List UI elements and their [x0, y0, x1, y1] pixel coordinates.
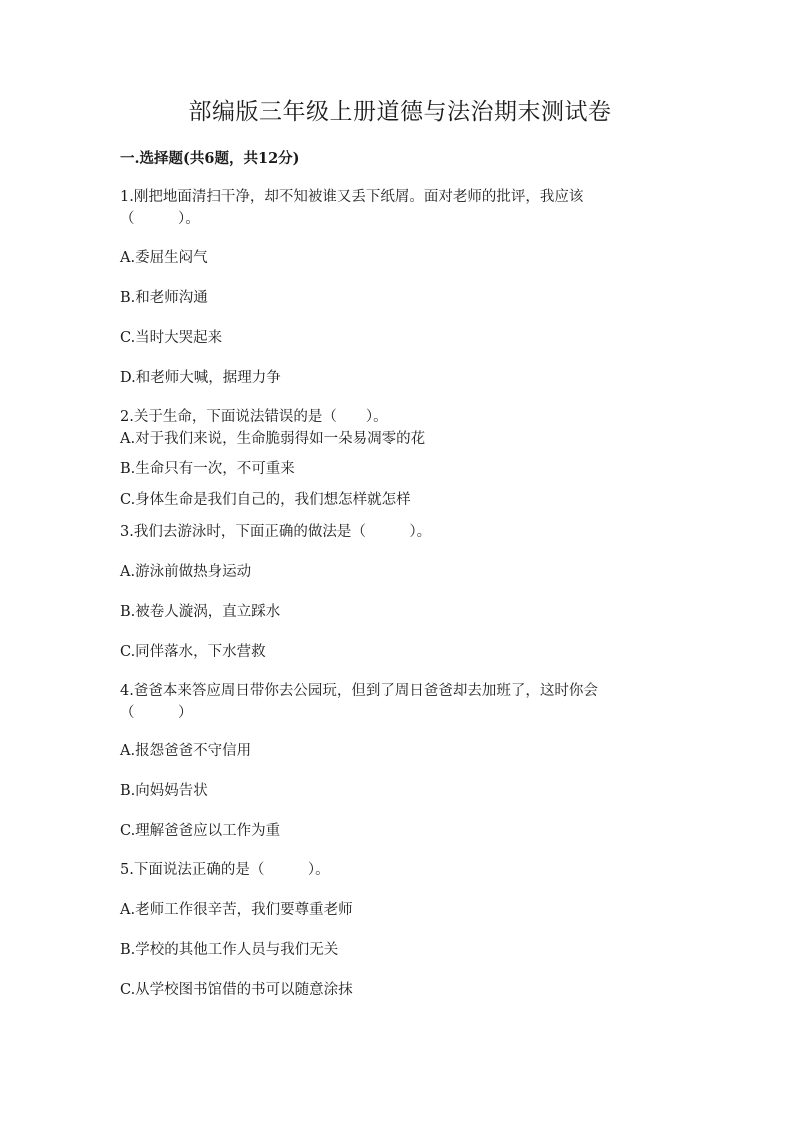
question-4-option-b: B.向妈妈告状	[120, 783, 208, 799]
question-2-option-b: B.生命只有一次，不可重来	[120, 461, 295, 477]
question-1-option-b: B.和老师沟通	[120, 290, 208, 306]
question-1-option-c: C.当时大哭起来	[120, 330, 223, 346]
question-3-option-c: C.同伴落水，下水营救	[120, 644, 266, 660]
question-1-option-a: A.委屈生闷气	[120, 250, 208, 266]
question-4-stem: 4.爸爸本来答应周日带你去公园玩，但到了周日爸爸却去加班了，这时你会	[120, 683, 598, 699]
question-3-stem: 3.我们去游泳时，下面正确的做法是（ ）。	[120, 524, 432, 540]
question-1-stem-continued: （ ）。	[120, 211, 200, 227]
question-2-option-c: C.身体生命是我们自己的，我们想怎样就怎样	[120, 492, 411, 508]
question-2-stem: 2.关于生命，下面说法错误的是（ ）。	[120, 409, 388, 425]
question-4-stem-continued: （ ）	[120, 705, 193, 721]
question-1-stem: 1.刚把地面清扫干净，却不知被谁又丢下纸屑。面对老师的批评，我应该	[120, 189, 584, 205]
question-5-stem: 5.下面说法正确的是（ ）。	[120, 862, 330, 878]
question-5-option-a: A.老师工作很辛苦，我们要尊重老师	[120, 902, 353, 918]
question-1-option-d: D.和老师大喊，据理力争	[120, 370, 281, 386]
question-3-option-a: A.游泳前做热身运动	[120, 564, 252, 580]
question-4-option-c: C.理解爸爸应以工作为重	[120, 823, 281, 839]
question-5-option-b: B.学校的其他工作人员与我们无关	[120, 942, 339, 958]
section-heading: 一.选择题(共6题，共12分)	[120, 150, 300, 167]
question-3-option-b: B.被卷人漩涡，直立踩水	[120, 604, 281, 620]
question-4-option-a: A.报怨爸爸不守信用	[120, 743, 252, 759]
question-2-option-a: A.对于我们来说，生命脆弱得如一朵易凋零的花	[120, 431, 426, 447]
question-5-option-c: C.从学校图书馆借的书可以随意涂抹	[120, 982, 353, 998]
exam-title: 部编版三年级上册道德与法治期末测试卷	[188, 99, 612, 125]
